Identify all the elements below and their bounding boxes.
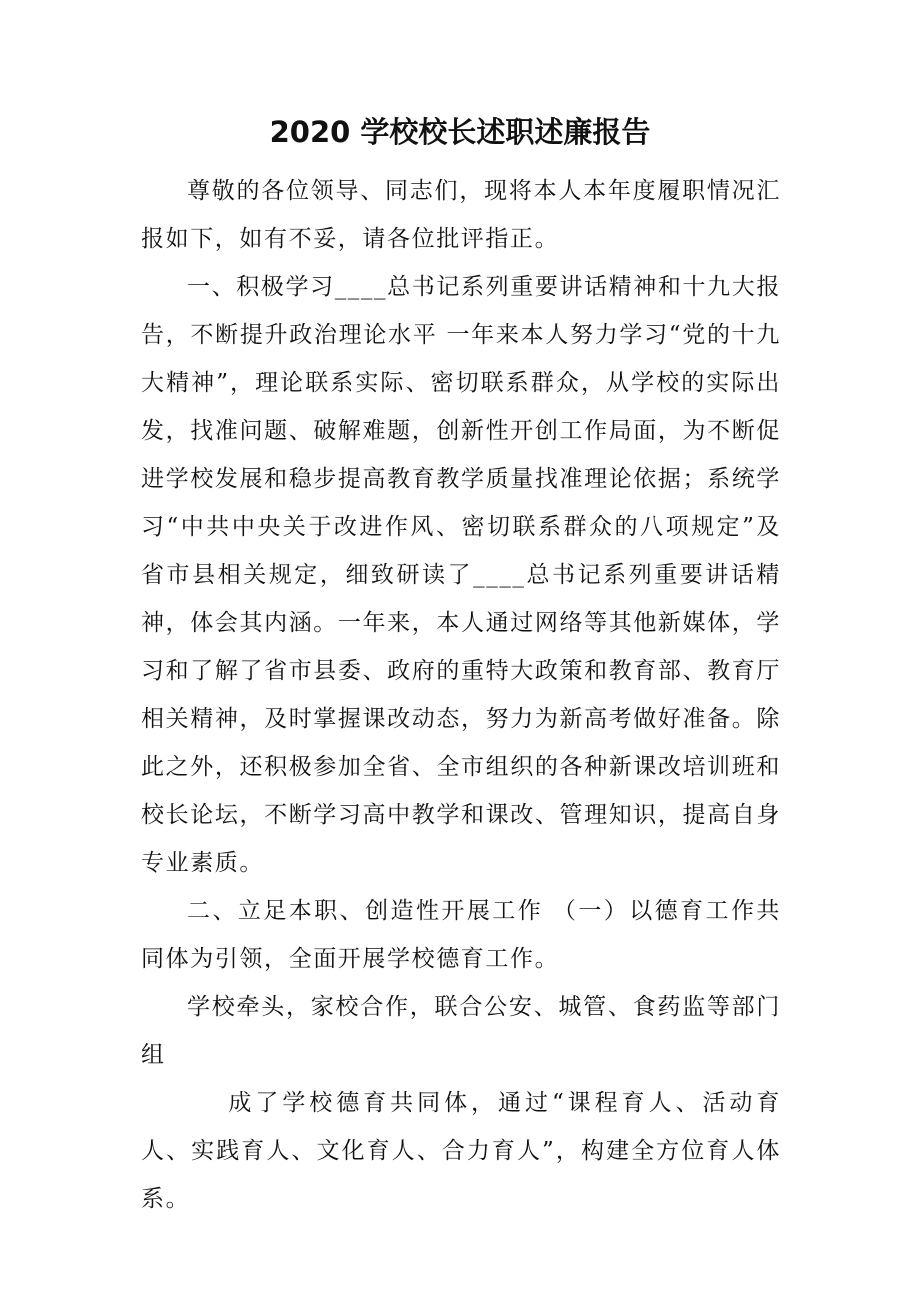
paragraph-study: 一、积极学习____总书记系列重要讲话精神和十九大报告，不断提升政治理论水平 一年来本人努力学习“党的十九大精神”，理论联系实际、密切联系群众，从学校的实际出发，找准问题、破解难题，创新性开创工作局面，为不断促进学校发展和稳步提高教育教学质量找准理论依据；系统学习“中共中央关于改进作风、密切联系群众的八项规定”及省市县相关规定，细致研读了____总书记系列重要讲话精神，体会其内涵。一年来，本人通过网络等其他新媒体，学习和了解了省市县委、政府的重特大政策和教育部、教育厅相关精神，及时掌握课改动态，努力为新高考做好准备。除此之外，还积极参加全省、全市组织的各种新课改培训班和校长论坛，不断学习高中教学和课改、管理知识，提高自身专业素质。 [141, 274, 781, 876]
paragraph-greeting: 尊敬的各位领导、同志们，现将本人本年度履职情况汇报如下，如有不妥，请各位批评指正。 [141, 178, 781, 252]
document-body [141, 167, 781, 1223]
document-title: 2020 学校校长述职述廉报告 [269, 115, 651, 149]
paragraph-moral-education-2: 成了学校德育共同体，通过“课程育人、活动育人、实践育人、文化育人、合力育人”，构建全方位育人体系。 [141, 1090, 781, 1212]
paragraph-work-heading: 二、立足本职、创造性开展工作 （一）以德育工作共同体为引领，全面开展学校德育工作。 [141, 898, 781, 972]
paragraph-moral-education-1: 学校牵头，家校合作，联合公安、城管、食药监等部门组 [141, 994, 781, 1068]
